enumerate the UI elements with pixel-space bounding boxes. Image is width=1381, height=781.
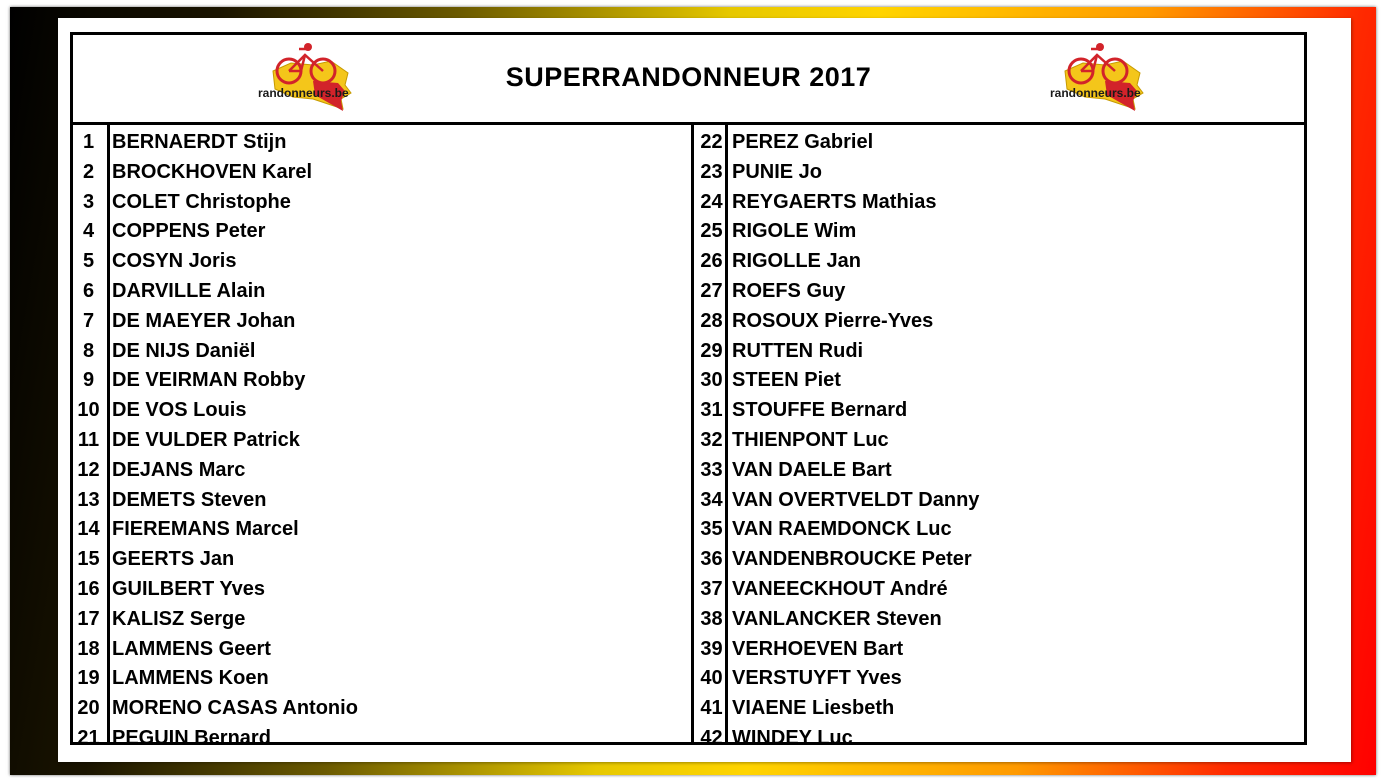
rider-row (692, 277, 1307, 307)
rider-number: 34 (700, 488, 723, 511)
rider-number: 24 (700, 190, 723, 213)
rider-row (692, 694, 1307, 724)
rider-name: BROCKHOVEN Karel (112, 160, 313, 183)
rider-row (692, 515, 1307, 545)
rider-row (692, 575, 1307, 605)
rider-name: WINDEY Luc (732, 726, 853, 749)
rider-row (73, 545, 691, 575)
rider-row (692, 128, 1307, 158)
rider-number: 9 (82, 369, 95, 392)
rider-row (692, 158, 1307, 188)
rider-number: 1 (82, 131, 95, 153)
rider-number: 38 (700, 607, 723, 630)
rider-number: 16 (77, 577, 100, 600)
rider-row (692, 188, 1307, 218)
rider-row (692, 337, 1307, 367)
rider-number: 2 (82, 160, 95, 183)
rider-name: COLET Christophe (112, 190, 291, 213)
rider-row (73, 724, 691, 754)
rider-row (692, 664, 1307, 694)
rider-name: GEERTS Jan (112, 548, 235, 571)
rider-name: REYGAERTS Mathias (732, 190, 937, 213)
rider-row (692, 724, 1307, 754)
rider-name: THIENPONT Luc (732, 428, 889, 451)
rider-row (692, 426, 1307, 456)
rider-number: 26 (700, 250, 723, 273)
rider-row (73, 694, 691, 724)
rider-number: 42 (700, 726, 723, 749)
rider-number: 33 (700, 458, 723, 481)
rider-name: VAN OVERTVELDT Danny (732, 488, 980, 511)
rider-name: DEMETS Steven (112, 488, 267, 511)
rider-number: 23 (700, 160, 723, 183)
rider-row (73, 635, 691, 665)
rider-row (692, 217, 1307, 247)
rider-name: DE VULDER Patrick (112, 428, 300, 451)
rider-number: 5 (82, 250, 95, 273)
rider-row (73, 128, 691, 158)
rider-row (73, 515, 691, 545)
rider-name: COPPENS Peter (112, 220, 266, 243)
rider-name: STOUFFE Bernard (732, 399, 908, 422)
rider-number: 28 (700, 309, 723, 332)
rider-number: 6 (82, 279, 95, 302)
rider-number: 19 (77, 667, 100, 690)
rider-row (73, 337, 691, 367)
rider-row (73, 664, 691, 694)
rider-number: 21 (77, 726, 100, 749)
rider-name: VERSTUYFT Yves (732, 667, 902, 690)
logo-graphic (1045, 41, 1155, 113)
rider-row (73, 158, 691, 188)
rider-name: LAMMENS Koen (112, 667, 269, 690)
rider-number: 17 (77, 607, 100, 630)
rider-name: PEREZ Gabriel (732, 131, 874, 153)
rider-name: VIAENE Liesbeth (732, 697, 895, 720)
rider-row (73, 486, 691, 516)
rider-row (73, 247, 691, 277)
rider-number: 25 (700, 220, 723, 243)
rider-name: GUILBERT Yves (112, 577, 266, 600)
rider-number: 31 (700, 399, 723, 422)
rider-row (73, 277, 691, 307)
rider-name: DE VOS Louis (112, 399, 247, 422)
rider-number: 40 (700, 667, 723, 690)
rider-number: 13 (77, 488, 100, 511)
rider-row (73, 188, 691, 218)
rider-number: 18 (77, 637, 100, 660)
rider-name: VAN RAEMDONCK Luc (732, 518, 952, 541)
rider-name: VANDENBROUCKE Peter (732, 548, 972, 571)
rider-number: 35 (700, 518, 723, 541)
rider-row (692, 307, 1307, 337)
rider-name: RUTTEN Rudi (732, 339, 864, 362)
rider-name: FIEREMANS Marcel (112, 518, 299, 541)
rider-name: VAN DAELE Bart (732, 458, 892, 481)
rider-number: 15 (77, 548, 100, 571)
rider-name: STEEN Piet (732, 369, 841, 392)
rider-name: DARVILLE Alain (112, 279, 266, 302)
rider-name: RIGOLLE Jan (732, 250, 861, 273)
rider-name: VANEECKHOUT André (732, 577, 948, 600)
rider-number: 41 (700, 697, 723, 720)
cyclist-belgium-logo-icon (1045, 41, 1155, 113)
rider-name: VERHOEVEN Bart (732, 637, 904, 660)
rider-number: 36 (700, 548, 723, 571)
rider-row (692, 247, 1307, 277)
rider-number: 29 (700, 339, 723, 362)
rider-name: ROSOUX Pierre-Yves (732, 309, 934, 332)
rider-row (692, 635, 1307, 665)
rider-number: 27 (700, 279, 723, 302)
rider-name: DE VEIRMAN Robby (112, 369, 306, 392)
rider-row (73, 307, 691, 337)
rider-list-sheet (70, 32, 1307, 749)
right-column (692, 125, 1307, 749)
rider-name: DE MAEYER Johan (112, 309, 296, 332)
rider-row (692, 366, 1307, 396)
rider-number: 30 (700, 369, 723, 392)
rider-number: 8 (82, 339, 95, 362)
rider-name: LAMMENS Geert (112, 637, 271, 660)
rider-row (73, 217, 691, 247)
rider-number: 4 (82, 220, 95, 243)
rider-number: 11 (77, 428, 100, 451)
rider-row (73, 366, 691, 396)
rider-name: RIGOLE Wim (732, 220, 857, 243)
left-rows (73, 128, 691, 754)
rider-name: PUNIE Jo (732, 160, 823, 183)
rider-number: 10 (77, 399, 100, 422)
svg-text:randonneurs.be: randonneurs.be (1050, 86, 1141, 100)
right-rows (692, 128, 1307, 754)
rider-number: 3 (82, 190, 95, 213)
rider-row (73, 575, 691, 605)
rider-number: 12 (77, 458, 100, 481)
rider-row (73, 426, 691, 456)
rider-name: VANLANCKER Steven (732, 607, 942, 630)
rider-name: MORENO CASAS Antonio (112, 697, 358, 720)
rider-name: COSYN Joris (112, 250, 237, 273)
sheet-header (73, 35, 1304, 125)
rider-name: DE NIJS Daniël (112, 339, 256, 362)
svg-text:randonneurs.be: randonneurs.be (258, 86, 349, 100)
rider-number: 20 (77, 697, 100, 720)
rider-row (73, 396, 691, 426)
rider-number: 39 (700, 637, 723, 660)
rider-row (692, 486, 1307, 516)
rider-row (692, 396, 1307, 426)
rider-row (73, 605, 691, 635)
page-title: SUPERRANDONNEUR 2017 (505, 62, 872, 92)
rider-number: 7 (82, 309, 95, 332)
rider-name: PEGUIN Bernard (112, 726, 271, 749)
rider-row (692, 456, 1307, 486)
rider-row (692, 605, 1307, 635)
rider-number: 37 (700, 577, 723, 600)
rider-row (73, 456, 691, 486)
rider-row (692, 545, 1307, 575)
rider-name: KALISZ Serge (112, 607, 246, 630)
rider-number: 32 (700, 428, 723, 451)
left-column (73, 125, 694, 749)
rider-number: 14 (77, 518, 100, 541)
rider-number: 22 (700, 131, 723, 153)
rider-name: ROEFS Guy (732, 279, 846, 302)
rider-name: BERNAERDT Stijn (112, 131, 287, 153)
rider-name: DEJANS Marc (112, 458, 246, 481)
